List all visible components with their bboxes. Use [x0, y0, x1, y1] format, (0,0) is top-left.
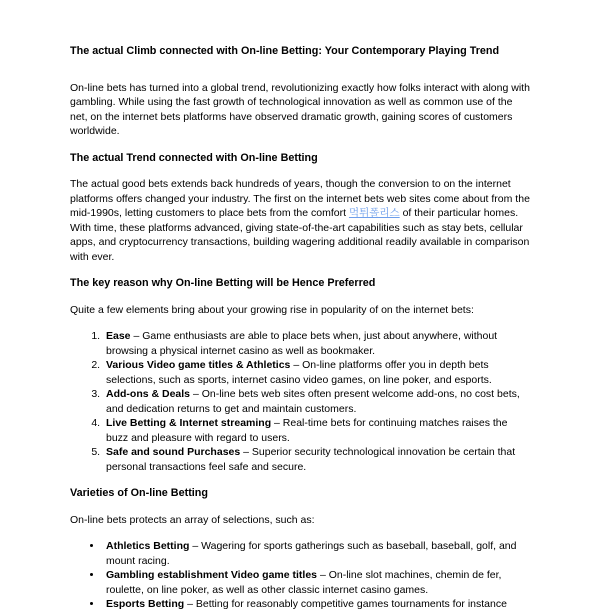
list-item-text: – Betting for reasonably competitive games tournaments for instance — [187, 598, 507, 610]
history-paragraph — [70, 177, 530, 264]
list-item — [103, 445, 530, 474]
varieties-list — [70, 539, 530, 612]
list-item-text: – On-line slot machines, chemin de fer, roulette, on line poker, as well as other classic internet casino games. — [106, 569, 502, 596]
list-item-term: Esports Betting — [106, 598, 185, 610]
list-item — [103, 416, 530, 445]
list-item — [103, 568, 530, 597]
list-item-text: – On-line bets web sites often present welcome add-ons, no cost bets, and dedication returns to get and maintain customers. — [106, 388, 520, 415]
list-item-text: – Real-time bets for continuing matches raises the buzz and pleasure with regard to users. — [106, 417, 508, 444]
muktupolis-link[interactable]: 먹튀폴리스 — [348, 207, 400, 219]
list-item-text: – Game enthusiasts are able to place bets when, just about anywhere, without browsing a physical internet casino as well as bookmaker. — [106, 330, 498, 357]
varieties-lead: On-line bets protects an array of selections, such as: — [70, 513, 315, 526]
history-text-after-link: of their particular homes. With time, these platforms advanced, giving state-of-the-art capabilities such as stay bets, cellular apps, and cryptocurrency transactions, building wagering additional readily available in comparison with ever. — [70, 207, 530, 263]
list-item — [103, 358, 530, 387]
list-item-term: Add-ons & Deals — [106, 388, 191, 400]
list-item-text: – Superior security technological innovation be certain that personal transactions feel safe and secure. — [106, 446, 516, 473]
popularity-lead: Quite a few elements bring about your growing rise in popularity of on the internet bets: — [70, 303, 474, 316]
popularity-list — [70, 329, 530, 474]
intro-paragraph: On-line bets has turned into a global trend, revolutionizing exactly how folks interact with along with gambling. While using the fast growth of technological innovation as well as common use of the net, on the internet bets platforms have observed dramatic growth, gaining scores of customers worldwide. — [70, 81, 530, 137]
history-text-before-link: The actual good bets extends back hundreds of years, though the conversion to on the internet platforms offers changed your industry. The first on the internet bets web sites come about from the mid-1990s, letting customers to place bets from the comfort — [70, 178, 530, 219]
list-item-text: – Wagering for sports gatherings such as baseball, baseball, golf, and mount racing. — [106, 540, 517, 567]
doc-title: The actual Climb connected with On-line Betting: Your Contemporary Playing Trend — [70, 45, 500, 57]
list-item-term: Live Betting & Internet streaming — [106, 417, 272, 429]
list-item-term: Various Video game titles & Athletics — [106, 359, 291, 371]
heading-why-popular: The key reason why On-line Betting will be Hence Preferred — [70, 277, 376, 289]
list-item-text: – On-line platforms offer you in depth bets selections, such as sports, internet casino video games, on line poker, and esports. — [106, 359, 492, 386]
list-item — [103, 597, 530, 612]
list-item — [103, 539, 530, 568]
list-item — [103, 387, 530, 416]
heading-varieties: Varieties of On-line Betting — [70, 487, 208, 499]
list-item-term: Athletics Betting — [106, 540, 190, 552]
list-item-term: Ease — [106, 330, 131, 342]
list-item-term: Safe and sound Purchases — [106, 446, 241, 458]
heading-trend: The actual Trend connected with On-line Betting — [70, 151, 318, 164]
list-item — [103, 329, 530, 358]
list-item-term: Gambling establishment Video game titles — [106, 569, 318, 581]
